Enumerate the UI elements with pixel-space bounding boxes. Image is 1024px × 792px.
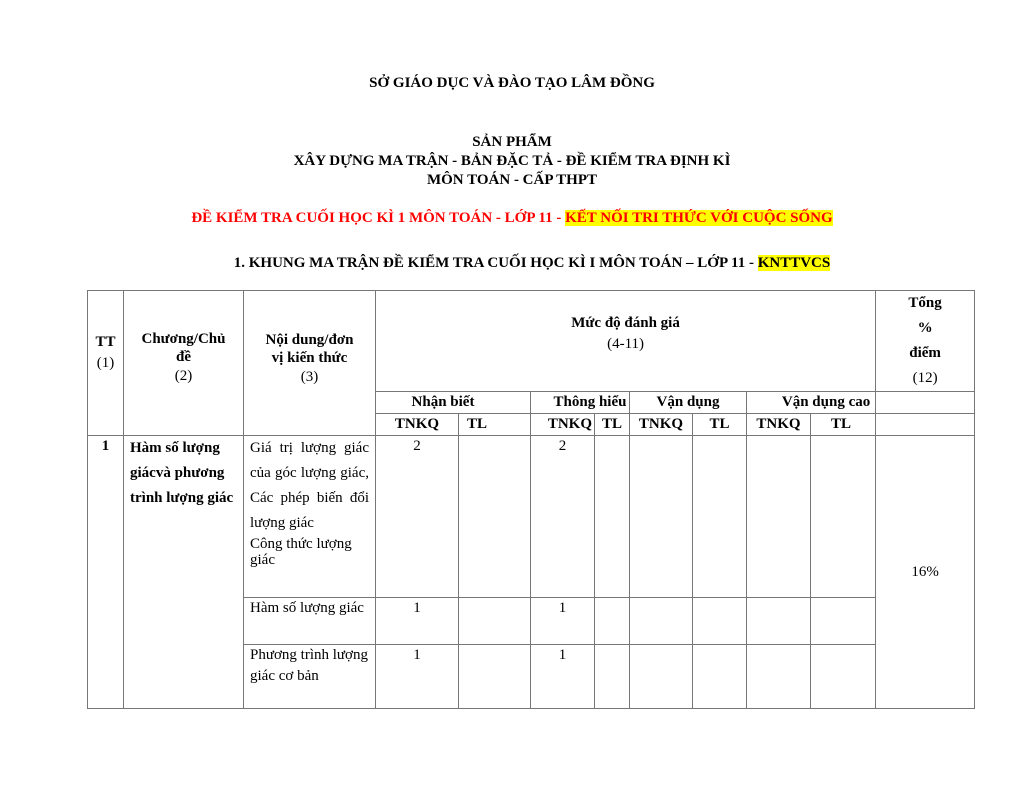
row3-vd-tnkq <box>630 645 693 709</box>
section-title <box>20 254 1024 272</box>
level-nhan-biet: Nhận biết <box>376 392 531 414</box>
row3-nb-tnkq: 1 <box>376 645 459 709</box>
product-label: SẢN PHẨM <box>472 134 552 150</box>
level-thong-hieu: Thông hiểu <box>531 392 630 414</box>
row3-nb-tl <box>459 645 531 709</box>
section-title-main: 1. KHUNG MA TRẬN ĐỀ KIỂM TRA CUỐI HỌC KÌ I MÔN TOÁN – LỚP 11 - <box>233 255 758 271</box>
sub-vdc-tl: TL <box>811 414 876 436</box>
sub-th-tnkq: TNKQ <box>531 414 595 436</box>
sub-nb-tnkq: TNKQ <box>376 414 459 436</box>
row2-vd-tl <box>693 598 747 645</box>
row-tt: 1 <box>88 436 124 709</box>
section-title-highlight: KNTTVCS <box>757 255 831 271</box>
row3-vd-tl <box>693 645 747 709</box>
header-row-1 <box>88 291 975 392</box>
subtitle-2: MÔN TOÁN - CẤP THPT <box>426 172 598 188</box>
header-total-empty-3 <box>876 414 975 436</box>
row-content-3: Phương trình lượng giác cơ bản <box>244 645 376 709</box>
row-content-2: Hàm số lượng giác <box>244 598 376 645</box>
subtitle-1: XÂY DỰNG MA TRẬN - BẢN ĐẶC TẢ - ĐỀ KIỂM TRA ĐỊNH KÌ <box>293 153 731 169</box>
level-van-dung: Vận dụng <box>630 392 747 414</box>
sub-th-tl: TL <box>595 414 630 436</box>
row1-th-tnkq: 2 <box>531 436 595 598</box>
table-row <box>88 436 975 598</box>
sub-vd-tl: TL <box>693 414 747 436</box>
row3-vdc-tnkq <box>747 645 811 709</box>
row2-vdc-tl <box>811 598 876 645</box>
row-content-1: Giá trị lượng giác của góc lượng giác, Các phép biến đổi lượng giác Công thức lượng giác <box>244 436 376 598</box>
exam-title-highlight: KẾT NỐI TRI THỨC VỚI CUỘC SỐNG <box>565 210 833 226</box>
assessment-matrix-table <box>87 290 975 709</box>
row2-th-tnkq: 1 <box>531 598 595 645</box>
row3-th-tl <box>595 645 630 709</box>
row1-nb-tl <box>459 436 531 598</box>
row3-th-tnkq: 1 <box>531 645 595 709</box>
row1-vdc-tl <box>811 436 876 598</box>
row3-vdc-tl <box>811 645 876 709</box>
header-tt: TT (1) <box>88 291 124 436</box>
row1-th-tl <box>595 436 630 598</box>
row2-vd-tnkq <box>630 598 693 645</box>
level-van-dung-cao: Vận dụng cao <box>747 392 876 414</box>
row2-vdc-tnkq <box>747 598 811 645</box>
sub-nb-tl: TL <box>459 414 531 436</box>
header-chapter: Chương/Chủ đề (2) <box>124 291 244 436</box>
exam-title <box>0 209 1024 227</box>
sub-vd-tnkq: TNKQ <box>630 414 693 436</box>
row2-nb-tl <box>459 598 531 645</box>
row-total: 16% <box>876 436 975 709</box>
sub-vdc-tnkq: TNKQ <box>747 414 811 436</box>
row1-vdc-tnkq <box>747 436 811 598</box>
header-total: Tổng % điểm (12) <box>876 291 975 392</box>
row1-nb-tnkq: 2 <box>376 436 459 598</box>
row1-vd-tl <box>693 436 747 598</box>
header-level: Mức độ đánh giá (4-11) <box>376 291 876 392</box>
row2-th-tl <box>595 598 630 645</box>
org-title: SỞ GIÁO DỤC VÀ ĐÀO TẠO LÂM ĐỒNG <box>369 75 655 91</box>
header-total-empty-2 <box>876 392 975 414</box>
header-content: Nội dung/đơn vị kiến thức (3) <box>244 291 376 436</box>
row-chapter: Hàm số lượng giácvà phương trình lượng giác <box>124 436 244 709</box>
row1-vd-tnkq <box>630 436 693 598</box>
row2-nb-tnkq: 1 <box>376 598 459 645</box>
exam-title-main: ĐỀ KIỂM TRA CUỐI HỌC KÌ 1 MÔN TOÁN - LỚP 11 - <box>191 210 566 226</box>
